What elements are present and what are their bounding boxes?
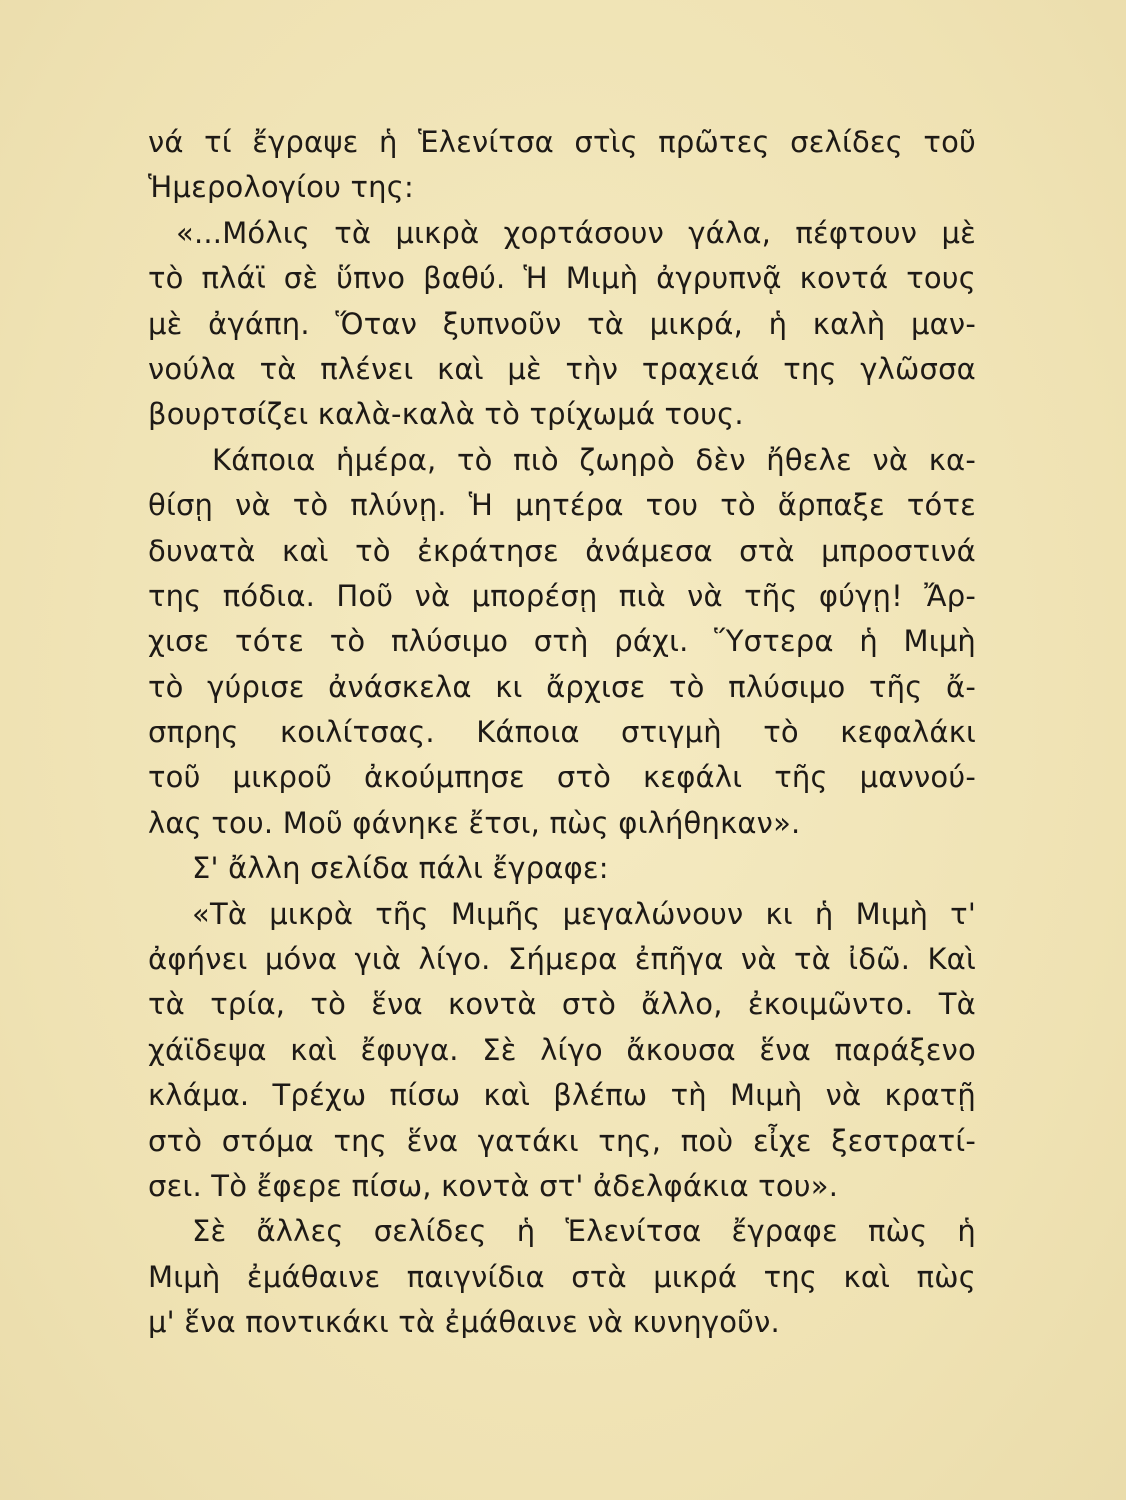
- text-line: τὸ πλάϊ σὲ ὕπνο βαθύ. Ἡ Μιμὴ ἀγρυπνᾷ κοντά τους: [148, 261, 976, 296]
- page-text: [148, 120, 976, 1346]
- text-line: βουρτσίζει καλὰ-καλὰ τὸ τρίχωμά τους.: [148, 397, 744, 432]
- text-line: Κάποια ἡμέρα, τὸ πιὸ ζωηρὸ δὲν ἤθελε νὰ κα-: [212, 442, 976, 477]
- text-line: σπρης κοιλίτσας. Κάποια στιγμὴ τὸ κεφαλάκι: [148, 715, 976, 750]
- text-line: τὰ τρία, τὸ ἕνα κοντὰ στὸ ἄλλο, ἐκοιμῶντο. Τὰ: [148, 987, 976, 1022]
- text-line: θίσῃ νὰ τὸ πλύνῃ. Ἡ μητέρα του τὸ ἅρπαξε τότε: [148, 488, 976, 523]
- text-line: δυνατὰ καὶ τὸ ἐκράτησε ἀνάμεσα στὰ μπροστινά: [148, 533, 976, 568]
- text-line: «...Μόλις τὰ μικρὰ χορτάσουν γάλα, πέφτουν μὲ: [176, 215, 976, 250]
- text-line: χισε τότε τὸ πλύσιμο στὴ ράχι. Ὕστερα ἡ Μιμὴ: [148, 624, 976, 659]
- text-line: νά τί ἔγραψε ἡ Ἑλενίτσα στὶς πρῶτες σελίδες τοῦ: [148, 125, 976, 159]
- text-line: μὲ ἀγάπη. Ὅταν ξυπνοῦν τὰ μικρά, ἡ καλὴ μαν-: [148, 306, 976, 341]
- text-line: Μιμὴ ἐμάθαινε παιγνίδια στὰ μικρά της καὶ πὼς: [148, 1259, 976, 1294]
- text-line: λας του. Μοῦ φάνηκε ἔτσι, πὼς φιλήθηκαν».: [148, 805, 801, 840]
- text-line: στὸ στόμα της ἕνα γατάκι της, ποὺ εἶχε ξεστρατί-: [148, 1123, 976, 1158]
- text-line: κλάμα. Τρέχω πίσω καὶ βλέπω τὴ Μιμὴ νὰ κρατῇ: [148, 1078, 976, 1113]
- text-line: Ἡμερολογίου της:: [148, 170, 414, 205]
- text-line: νούλα τὰ πλένει καὶ μὲ τὴν τραχειά της γλῶσσα: [148, 351, 976, 386]
- text-line: της πόδια. Ποῦ νὰ μπορέσῃ πιὰ νὰ τῆς φύγῃ! Ἄρ-: [148, 578, 976, 613]
- text-line: μ' ἕνα ποντικάκι τὰ ἐμάθαινε νὰ κυνηγοῦν.: [148, 1305, 780, 1340]
- text-line: τὸ γύρισε ἀνάσκελα κι ἄρχισε τὸ πλύσιμο τῆς ἄ-: [148, 669, 976, 704]
- text-line: Σ' ἄλλη σελίδα πάλι ἔγραφε:: [192, 851, 609, 886]
- text-line: σει. Τὸ ἔφερε πίσω, κοντὰ στ' ἀδελφάκια του».: [148, 1168, 839, 1203]
- text-line: τοῦ μικροῦ ἀκούμπησε στὸ κεφάλι τῆς μαννού-: [148, 760, 976, 795]
- text-line: ἀφήνει μόνα γιὰ λίγο. Σήμερα ἐπῆγα νὰ τὰ ἰδῶ. Καὶ: [148, 942, 976, 977]
- text-line: Σὲ ἄλλες σελίδες ἡ Ἑλενίτσα ἔγραφε πὼς ἡ: [192, 1214, 976, 1249]
- text-line: «Τὰ μικρὰ τῆς Μιμῆς μεγαλώνουν κι ἡ Μιμὴ τ': [192, 896, 976, 931]
- text-line: χάϊδεψα καὶ ἔφυγα. Σὲ λίγο ἄκουσα ἕνα παράξενο: [148, 1032, 976, 1067]
